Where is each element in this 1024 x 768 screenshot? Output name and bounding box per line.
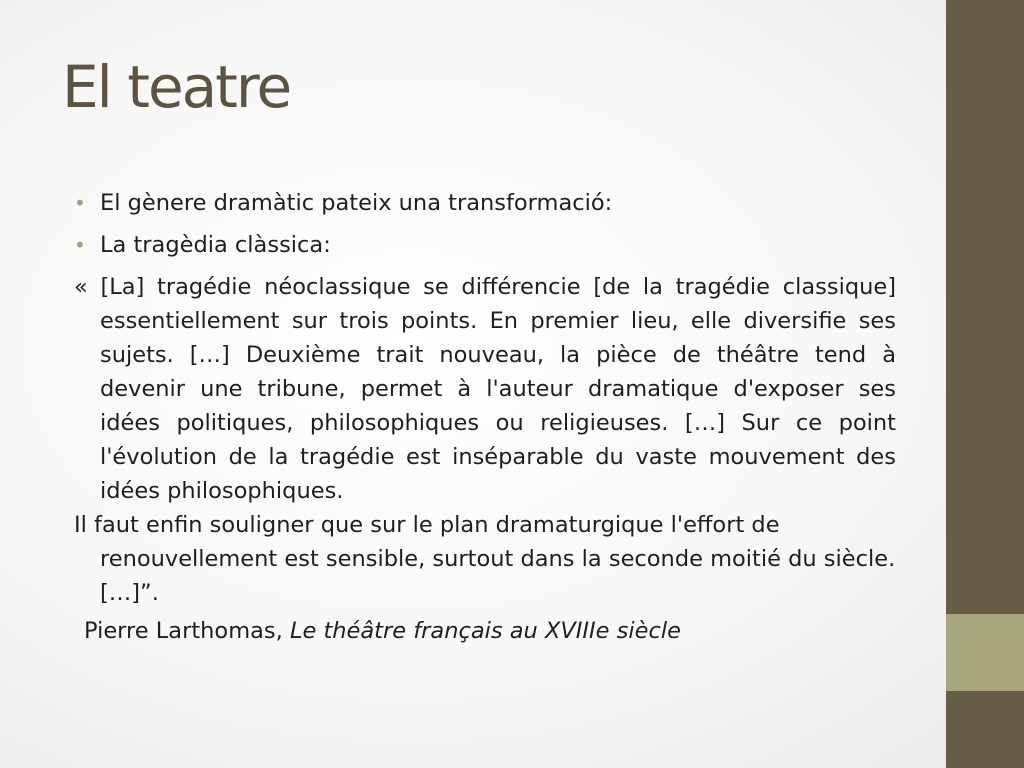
bullet-item [74, 228, 896, 262]
citation-work-title: Le théâtre français au XVIIIe siècle [289, 618, 681, 644]
bullet-icon: • [74, 191, 86, 215]
side-accent-block [946, 614, 1024, 691]
citation-author: Pierre Larthomas, [84, 618, 290, 644]
slide-body [74, 186, 896, 648]
quote-paragraph: « [La] tragédie néoclassique se différencie [de la tragédie classique] essentiellement sur trois points. En premier lieu, elle diversifie ses sujets. […] Deuxième trait nouveau, la pièce de théâtre tend à devenir une tribune, permet à l'auteur dramatique d'exposer ses idées politiques, philosophiques ou religieuses. […] Sur ce point l'évolution de la tragédie est inséparable du vaste mouvement des idées philosophiques. [74, 274, 896, 504]
bullet-text: El gènere dramàtic pateix una transformació: [100, 190, 613, 216]
bullet-item [74, 186, 896, 220]
citation [84, 614, 896, 648]
bullet-text: La tragèdia clàssica: [100, 232, 331, 258]
quote-continuation: Il faut enfin souligner que sur le plan dramaturgique l'effort de renouvellement est sensible, surtout dans la seconde moitié du siècle. […]”. [74, 512, 896, 606]
bullet-icon: • [74, 233, 86, 257]
slide-title: El teatre [62, 53, 291, 121]
